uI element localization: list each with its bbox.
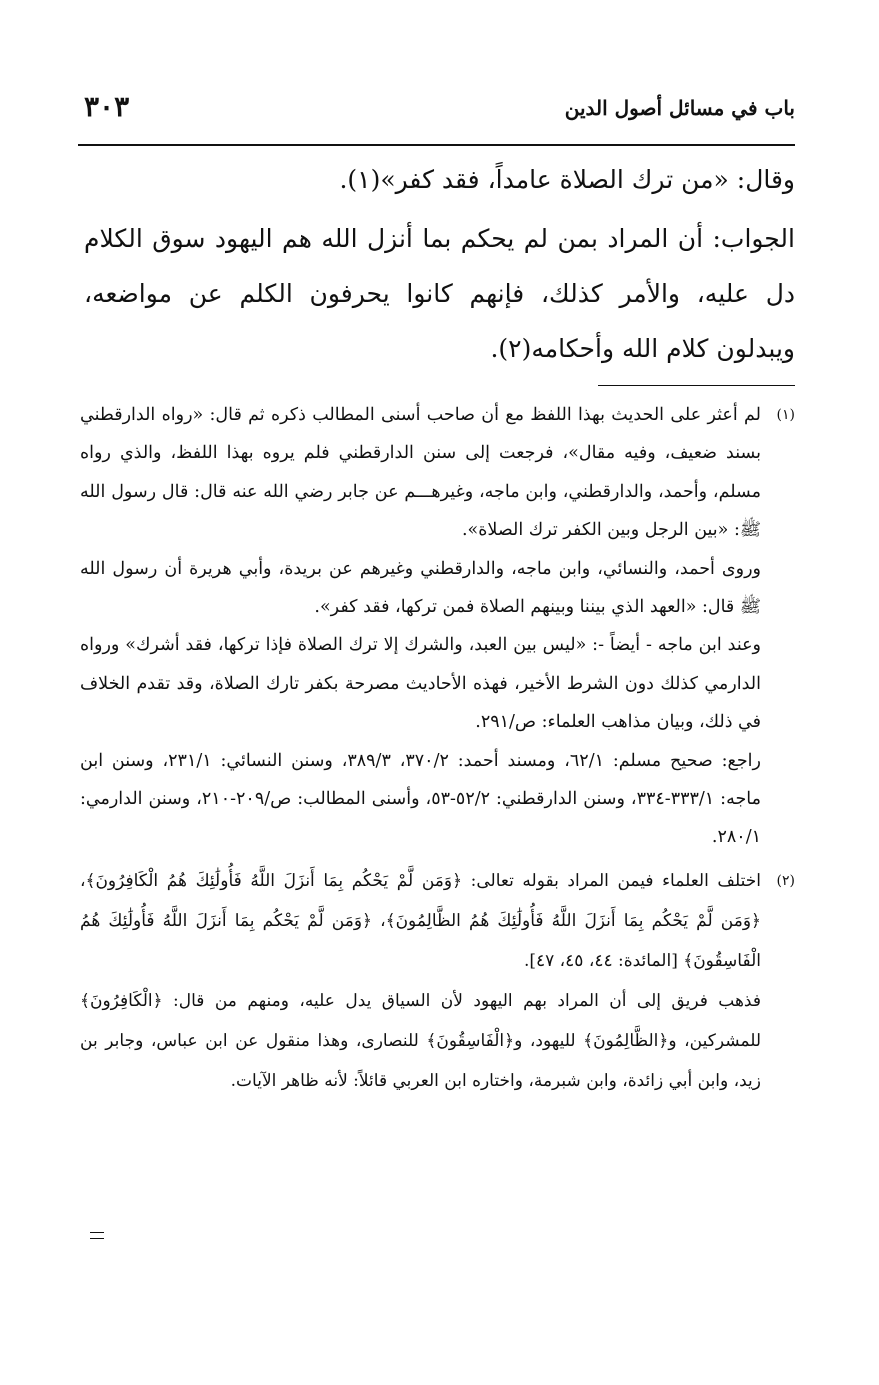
footnote-paragraph: وعند ابن ماجه - أيضاً -: «ليس بين العبد، والشرك إلا ترك الصلاة فإذا تركها، فقد أشرك» ورواه الدارمي كذلك دون الشرط الأخير، فهذه الأحاديث مصرحة بكفر تارك الصلاة، وقد تقدم الخلاف في ذلك، وبيان مذاهب العلماء: ص/٢٩١. xyxy=(80,635,761,733)
footnote-1 xyxy=(80,396,795,857)
footnote-paragraph: راجع: صحيح مسلم: ٦٢/١، ومسند أحمد: ٣٧٠/٢، ٣٨٩/٣، وسنن النسائي: ٢٣١/١، وسنن ابن ماجه: ٣٣٣/١-٣٣٤، وسنن الدارقطني: ٥٢/٢-٥٣، وأسنى المطالب: ص/٢٠٩-٢١٠، وسنن الدارمي: ٢٨٠/١. xyxy=(80,750,761,848)
main-text xyxy=(84,152,795,376)
header-rule xyxy=(78,144,795,146)
footnotes xyxy=(80,396,795,1101)
footnote-paragraph: لم أعثر على الحديث بهذا اللفظ مع أن صاحب أسنى المطالب ذكره ثم قال: «رواه الدارقطني بسند ضعيف، وفيه مقال»، فرجعت إلى سنن الدارقطني فلم يروه بهذا اللفظ، والذي رواه مسلم، وأحمد، والدارقطني، وابن ماجه، وغيرهـــم عن جابر رضي الله عنه قال: قال رسول الله ﷺ: «بين الرجل وبين الكفر ترك الصلاة». xyxy=(80,405,761,541)
footnote-paragraph: فذهب فريق إلى أن المراد بهم اليهود لأن السياق يدل عليه، ومنهم من قال: ﴿الْكَافِرُونَ﴾ للمشركين، و﴿الظَّالِمُونَ﴾ لليهود، و﴿الْفَاسِقُونَ﴾ للنصارى، وهذا منقول عن ابن عباس، وجابر بن زيد، وابن أبي زائدة، وابن شبرمة، واختاره ابن العربي قائلاً: لأنه ظاهر الآيات. xyxy=(80,990,761,1091)
main-paragraph-answer: الجواب: أن المراد بمن لم يحكم بما أنزل الله هم اليهود سوق الكلام دل عليه، والأمر كذلك، فإنهم كانوا يحرفون الكلم عن مواضعه، ويبدلون كلام الله وأحكامه(٢). xyxy=(84,224,795,363)
footnote-separator xyxy=(598,385,795,386)
chapter-title: باب في مسائل أصول الدين xyxy=(564,96,795,120)
footnote-number: (٢) xyxy=(776,872,795,889)
footnote-paragraph: اختلف العلماء فيمن المراد بقوله تعالى: ﴿وَمَن لَّمْ يَحْكُم بِمَا أَنزَلَ اللَّهُ فَأُولَٰئِكَ هُمُ الْكَافِرُونَ﴾، ﴿وَمَن لَّمْ يَحْكُم بِمَا أَنزَلَ اللَّهُ فَأُولَٰئِكَ هُمُ الظَّالِمُونَ﴾، ﴿وَمَن لَّمْ يَحْكُم بِمَا أَنزَلَ اللَّهُ فَأُولَٰئِكَ هُمُ الْفَاسِقُونَ﴾ [المائدة: ٤٤، ٤٥، ٤٧]. xyxy=(80,870,761,971)
main-paragraph-quote: وقال: «من ترك الصلاة عامداً، فقد كفر»(١). xyxy=(339,165,795,194)
footnote-paragraph: وروى أحمد، والنسائي، وابن ماجه، والدارقطني وغيرهم عن بريدة، وأبي هريرة أن رسول الله ﷺ قال: «العهد الذي بيننا وبينهم الصلاة فمن تركها، فقد كفر». xyxy=(80,558,761,618)
footnote-number: (١) xyxy=(776,407,795,423)
page-number: ٣٠٣ xyxy=(84,90,130,123)
page-header xyxy=(78,90,795,140)
continuation-mark xyxy=(90,1232,104,1239)
footnote-2 xyxy=(80,861,795,1101)
